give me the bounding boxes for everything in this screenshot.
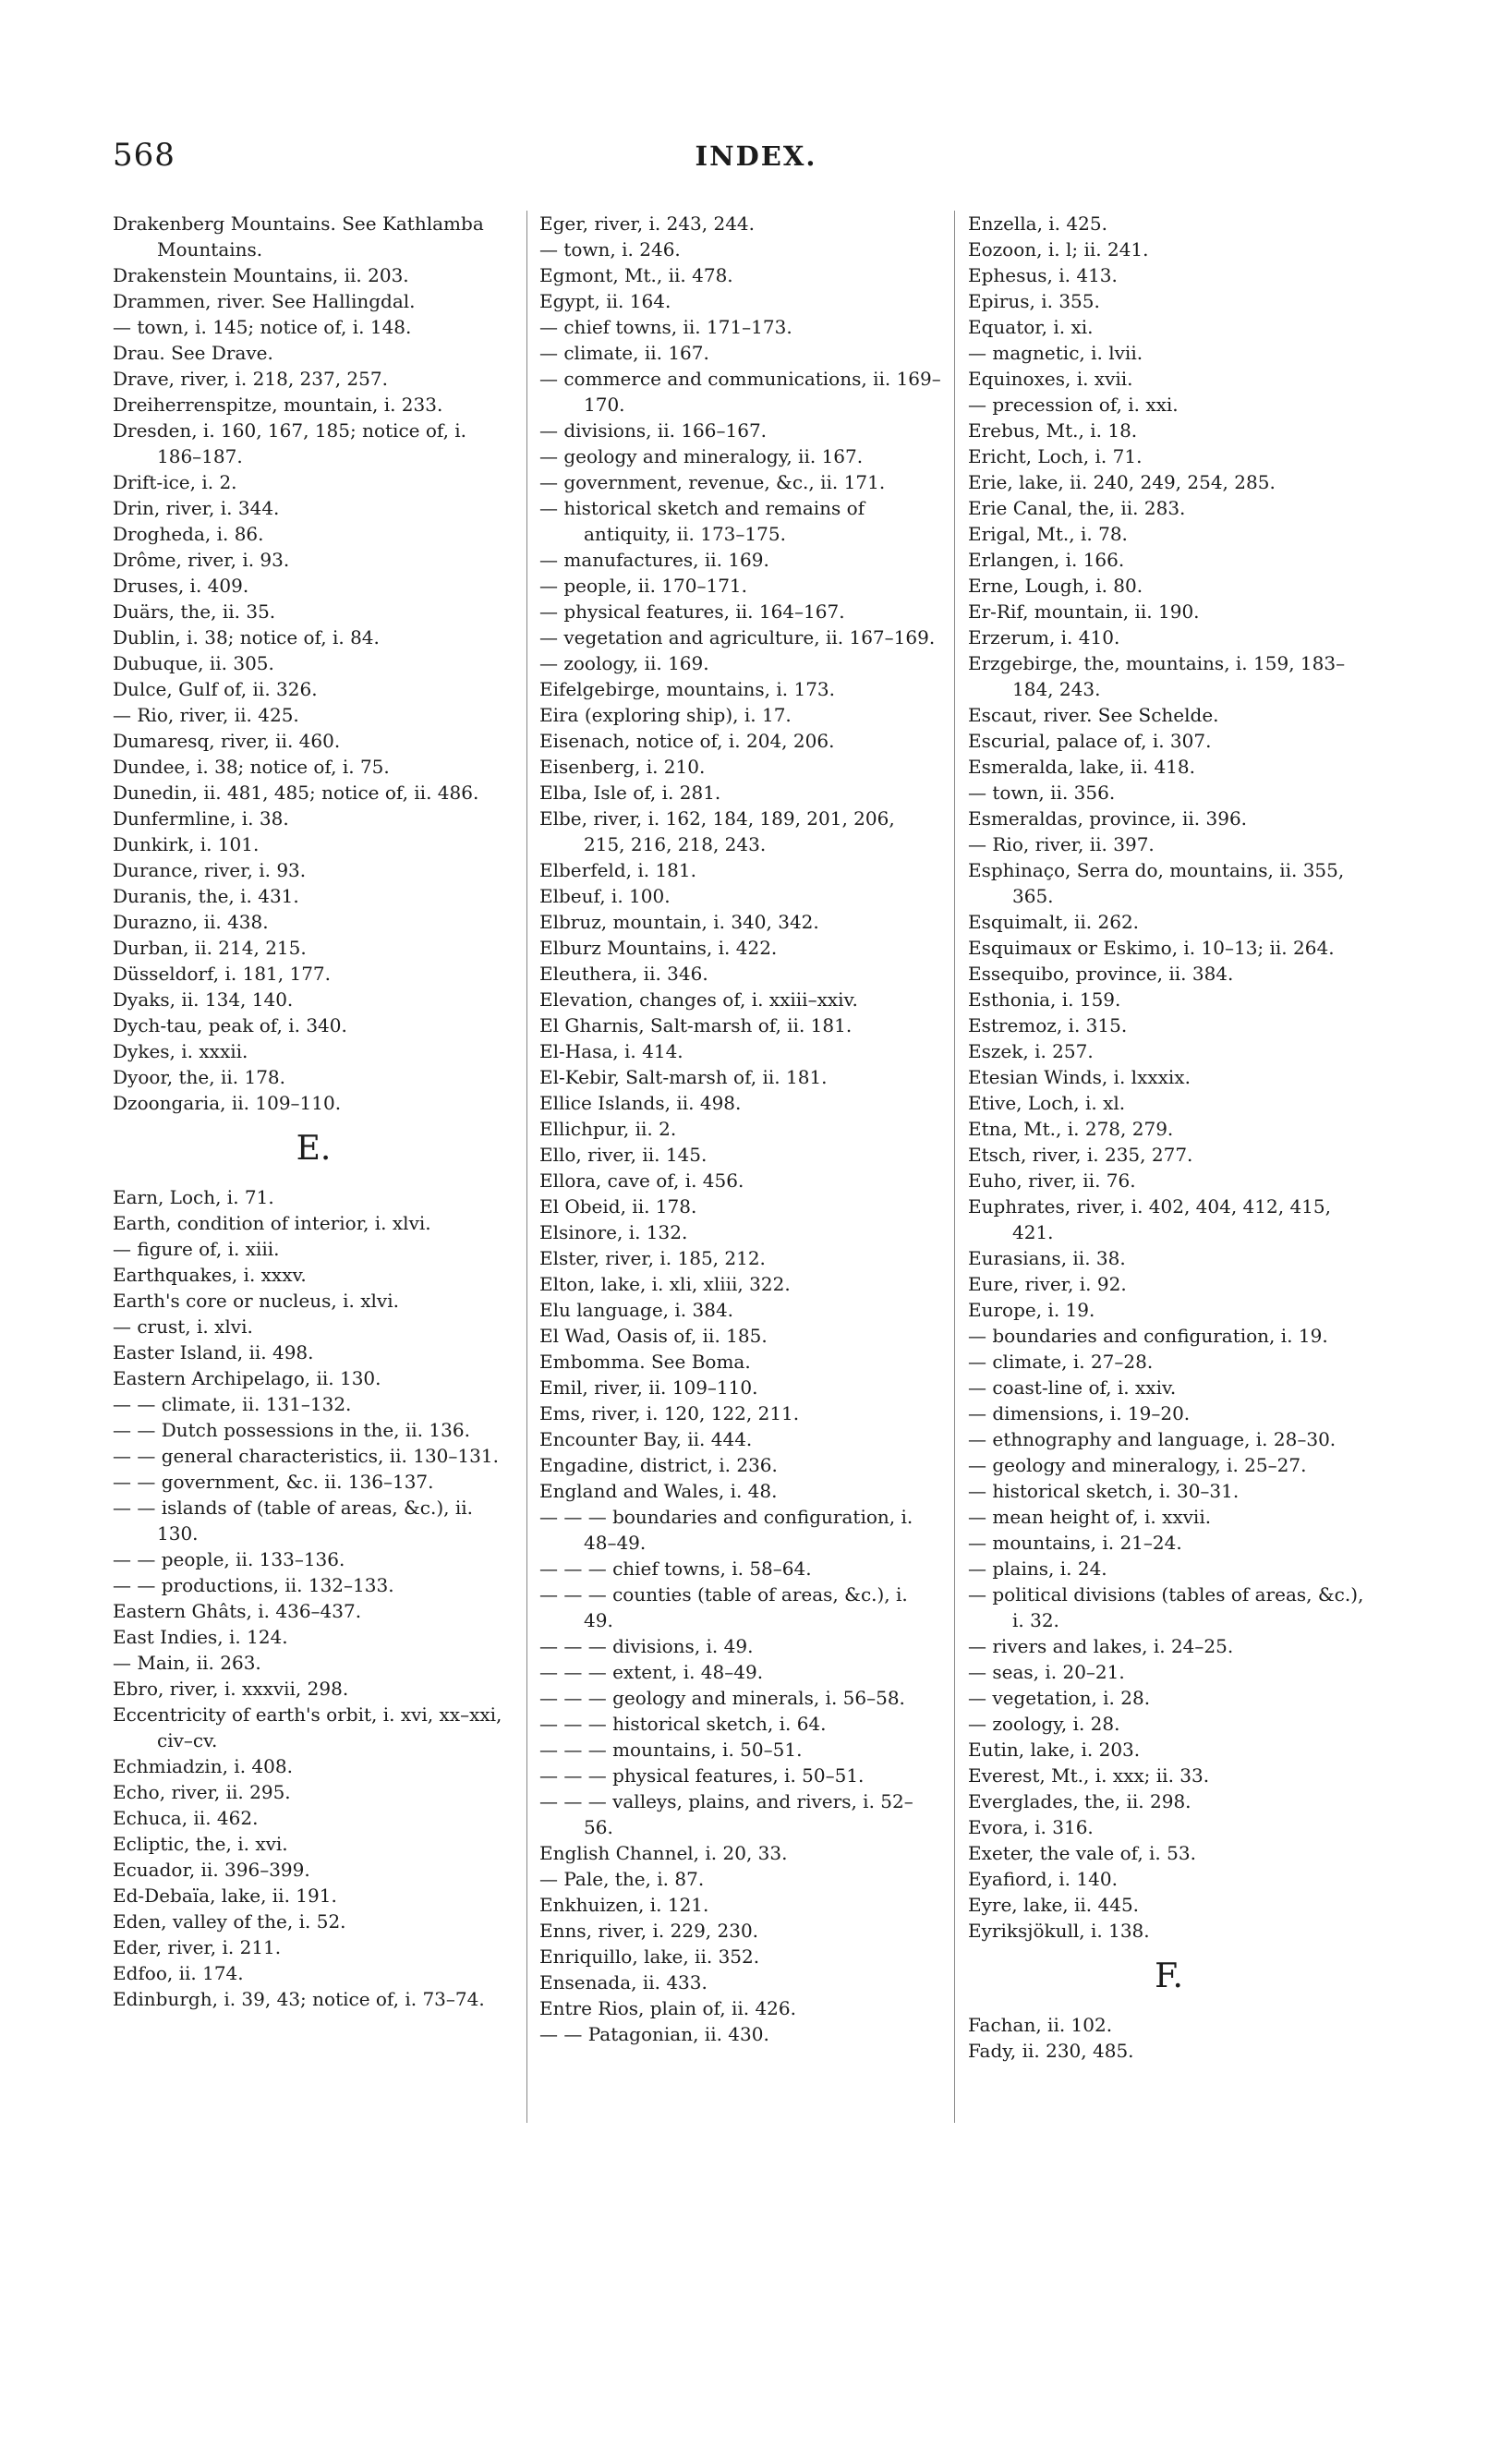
index-entry: Fachan, ii. 102. [968,2014,1113,2036]
index-entry: Elba, Isle of, i. 281. [539,782,721,804]
index-entry: Essequibo, province, ii. 384. [968,963,1234,985]
index-entry: Durazno, ii. 438. [113,911,269,933]
index-entry: — people, ii. 170–171. [539,575,747,597]
section-letter: E. [296,1130,332,1168]
column-rule-2 [954,211,955,2123]
index-entry: — zoology, ii. 169. [539,652,709,674]
index-entry: Erzgebirge, the, mountains, i. 159, 183–184, 243. [968,652,1346,700]
index-entry: Drakenberg Mountains. See Kathlamba Mountains. [113,212,484,261]
index-entry: Euho, river, ii. 76. [968,1169,1136,1192]
index-entry: Echuca, ii. 462. [113,1807,259,1829]
index-entry: Enzella, i. 425. [968,212,1107,235]
index-entry: Etive, Loch, i. xl. [968,1092,1126,1114]
index-entry: Elevation, changes of, i. xxiii–xxiv. [539,988,858,1011]
index-entry: Durance, river, i. 93. [113,859,307,881]
index-entry: Erie, lake, ii. 240, 249, 254, 285. [968,471,1276,493]
index-entry: Ello, river, ii. 145. [539,1144,708,1166]
index-entry: Etna, Mt., i. 278, 279. [968,1118,1174,1140]
index-entry: Erzerum, i. 410. [968,626,1120,648]
index-entry: English Channel, i. 20, 33. [539,1842,788,1864]
index-entry: Eyre, lake, ii. 445. [968,1894,1140,1916]
index-entry: — — — historical sketch, i. 64. [539,1713,827,1735]
index-entry: Eszek, i. 257. [968,1040,1094,1062]
page-header [113,137,1399,183]
index-entry: — Rio, river, ii. 397. [968,833,1155,855]
index-entry: Drammen, river. See Hallingdal. [113,290,416,312]
index-entry: Duranis, the, i. 431. [113,885,299,907]
index-entry: — historical sketch, i. 30–31. [968,1480,1240,1502]
index-entry: — — climate, ii. 131–132. [113,1393,352,1415]
index-entry: Fady, ii. 230, 485. [968,2040,1134,2062]
index-column-1 [113,211,514,2012]
index-entry: Durban, ii. 214, 215. [113,937,307,959]
index-entry: Earthquakes, i. xxxv. [113,1264,307,1286]
index-entry: Eder, river, i. 211. [113,1936,282,1958]
index-entry: — seas, i. 20–21. [968,1661,1125,1683]
index-entry: Emil, river, ii. 109–110. [539,1376,758,1399]
index-entry: Eleuthera, ii. 346. [539,963,708,985]
index-entry: — physical features, ii. 164–167. [539,600,845,623]
index-entry: — — — mountains, i. 50–51. [539,1739,803,1761]
running-head: INDEX. [695,140,817,172]
index-entry: Egypt, ii. 164. [539,290,671,312]
index-entry: Estremoz, i. 315. [968,1014,1128,1036]
index-entry: Drave, river, i. 218, 237, 257. [113,368,388,390]
index-columns [113,211,1424,2151]
index-entry: Drogheda, i. 86. [113,523,264,545]
index-entry: Enns, river, i. 229, 230. [539,1920,759,1942]
index-entry: — precession of, i. xxi. [968,394,1179,416]
index-entry: Erie Canal, the, ii. 283. [968,497,1186,519]
index-entry: — — people, ii. 133–136. [113,1548,345,1570]
index-entry: Esphinaço, Serra do, mountains, ii. 355, 365. [968,859,1345,907]
index-entry: Erlangen, i. 166. [968,549,1125,571]
index-entry: — — — boundaries and configuration, i. 48–49. [539,1506,913,1554]
index-entry: Ephesus, i. 413. [968,264,1118,286]
index-entry: — — — valleys, plains, and rivers, i. 52–56. [539,1790,913,1838]
index-entry: Eyriksjökull, i. 138. [968,1920,1150,1942]
index-entry: — town, ii. 356. [968,782,1116,804]
index-entry: — — Dutch possessions in the, ii. 136. [113,1419,470,1441]
index-entry: — — Patagonian, ii. 430. [539,2023,769,2045]
column-rule-1 [526,211,527,2123]
index-entry: Ed-Debaïa, lake, ii. 191. [113,1884,337,1907]
index-entry: El Obeid, ii. 178. [539,1195,697,1218]
index-entry: — — islands of (table of areas, &c.), ii. 130. [113,1497,474,1545]
index-entry: Dresden, i. 160, 167, 185; notice of, i. 186–187. [113,419,467,467]
index-entry: — Rio, river, ii. 425. [113,704,299,726]
index-entry: Dunfermline, i. 38. [113,807,289,830]
index-entry: Europe, i. 19. [968,1299,1095,1321]
index-entry: Encounter Bay, ii. 444. [539,1428,753,1450]
index-entry: Evora, i. 316. [968,1816,1094,1838]
index-entry: Ems, river, i. 120, 122, 211. [539,1402,800,1424]
index-entry: Eccentricity of earth's orbit, i. xvi, xx–xxi, civ–cv. [113,1703,502,1751]
index-entry: Elbe, river, i. 162, 184, 189, 201, 206, 215, 216, 218, 243. [539,807,895,855]
index-entry: Duärs, the, ii. 35. [113,600,276,623]
index-entry: Earn, Loch, i. 71. [113,1186,274,1208]
index-entry: Earth's core or nucleus, i. xlvi. [113,1290,399,1312]
index-entry: Ensenada, ii. 433. [539,1971,708,1994]
index-entry: El Gharnis, Salt-marsh of, ii. 181. [539,1014,853,1036]
index-entry: Eozoon, i. l; ii. 241. [968,238,1149,261]
index-entry: Elbruz, mountain, i. 340, 342. [539,911,819,933]
index-entry: — climate, ii. 167. [539,342,709,364]
index-entry: — divisions, ii. 166–167. [539,419,768,442]
index-entry: — — — physical features, i. 50–51. [539,1764,865,1787]
index-entry: Eger, river, i. 243, 244. [539,212,756,235]
index-entry: Elbeuf, i. 100. [539,885,671,907]
index-entry: Drift-ice, i. 2. [113,471,237,493]
index-entry: Elster, river, i. 185, 212. [539,1247,766,1269]
index-entry: Dykes, i. xxxii. [113,1040,248,1062]
index-entry: — Pale, the, i. 87. [539,1868,705,1890]
index-entry: England and Wales, i. 48. [539,1480,778,1502]
index-entry: — — — extent, i. 48–49. [539,1661,764,1683]
index-entry: — commerce and communications, ii. 169–170. [539,368,941,416]
index-entry: Epirus, i. 355. [968,290,1100,312]
index-entry: — rivers and lakes, i. 24–25. [968,1635,1234,1657]
index-entry: Esmeraldas, province, ii. 396. [968,807,1248,830]
index-entry: — crust, i. xlvi. [113,1315,253,1338]
index-entry: Drakenstein Mountains, ii. 203. [113,264,409,286]
index-entry: Erne, Lough, i. 80. [968,575,1143,597]
index-entry: — vegetation and agriculture, ii. 167–169. [539,626,936,648]
index-entry: Drau. See Drave. [113,342,273,364]
index-entry: Dublin, i. 38; notice of, i. 84. [113,626,380,648]
index-entry: Edfoo, ii. 174. [113,1962,244,1984]
index-entry: Dreiherrenspitze, mountain, i. 233. [113,394,443,416]
index-entry: Earth, condition of interior, i. xlvi. [113,1212,431,1234]
index-entry: — political divisions (tables of areas, &c.), i. 32. [968,1583,1364,1631]
index-entry: Ellice Islands, ii. 498. [539,1092,742,1114]
index-entry: — — — divisions, i. 49. [539,1635,754,1657]
index-entry: Eisenberg, i. 210. [539,756,706,778]
index-entry: Elburz Mountains, i. 422. [539,937,778,959]
index-entry: Eifelgebirge, mountains, i. 173. [539,678,836,700]
index-entry: — coast-line of, i. xxiv. [968,1376,1177,1399]
index-entry: — climate, i. 27–28. [968,1351,1154,1373]
index-entry: Dunkirk, i. 101. [113,833,260,855]
index-entry: — mean height of, i. xxvii. [968,1506,1212,1528]
index-entry: Elton, lake, i. xli, xliii, 322. [539,1273,791,1295]
index-entry: Drin, river, i. 344. [113,497,280,519]
index-entry: Eurasians, ii. 38. [968,1247,1126,1269]
index-entry: — figure of, i. xiii. [113,1238,280,1260]
index-entry: Etsch, river, i. 235, 277. [968,1144,1193,1166]
index-entry: — town, i. 246. [539,238,681,261]
index-entry: — ethnography and language, i. 28–30. [968,1428,1337,1450]
index-entry: El-Hasa, i. 414. [539,1040,683,1062]
index-entry: Dzoongaria, ii. 109–110. [113,1092,342,1114]
index-entry: Equator, i. xi. [968,316,1094,338]
index-entry: — — — chief towns, i. 58–64. [539,1557,812,1580]
section-letter: F. [1155,1957,1183,1995]
index-entry: Everest, Mt., i. xxx; ii. 33. [968,1764,1210,1787]
index-entry: Eden, valley of the, i. 52. [113,1910,346,1933]
index-entry: Dyoor, the, ii. 178. [113,1066,286,1088]
index-entry: Edinburgh, i. 39, 43; notice of, i. 73–74. [113,1988,485,2010]
index-entry: — mountains, i. 21–24. [968,1532,1182,1554]
index-entry: Erigal, Mt., i. 78. [968,523,1128,545]
index-entry: Eastern Archipelago, ii. 130. [113,1367,381,1389]
index-entry: Echo, river, ii. 295. [113,1781,291,1803]
index-entry: Escaut, river. See Schelde. [968,704,1219,726]
index-entry: Er-Rif, mountain, ii. 190. [968,600,1200,623]
index-entry: — plains, i. 24. [968,1557,1107,1580]
index-entry: Druses, i. 409. [113,575,249,597]
index-entry: Esmeralda, lake, ii. 418. [968,756,1196,778]
index-entry: Euphrates, river, i. 402, 404, 412, 415, 421. [968,1195,1331,1243]
index-entry: — — productions, ii. 132–133. [113,1574,394,1596]
index-entry: Etesian Winds, i. lxxxix. [968,1066,1191,1088]
index-entry: — Main, ii. 263. [113,1652,261,1674]
index-entry: Ecuador, ii. 396–399. [113,1859,310,1881]
index-entry: — boundaries and configuration, i. 19. [968,1325,1328,1347]
index-entry: Dumaresq, river, ii. 460. [113,730,341,752]
index-entry: — magnetic, i. lvii. [968,342,1143,364]
index-entry: Engadine, district, i. 236. [539,1454,778,1476]
index-entry: Egmont, Mt., ii. 478. [539,264,733,286]
index-entry: Dundee, i. 38; notice of, i. 75. [113,756,390,778]
index-entry: Eastern Ghâts, i. 436–437. [113,1600,362,1622]
index-entry: Ecliptic, the, i. xvi. [113,1833,288,1855]
index-entry: Dyaks, ii. 134, 140. [113,988,294,1011]
index-entry: — chief towns, ii. 171–173. [539,316,792,338]
index-entry: Equinoxes, i. xvii. [968,368,1133,390]
index-entry: Eutin, lake, i. 203. [968,1739,1141,1761]
index-entry: Dulce, Gulf of, ii. 326. [113,678,318,700]
index-entry: — — — geology and minerals, i. 56–58. [539,1687,905,1709]
index-entry: Eisenach, notice of, i. 204, 206. [539,730,835,752]
index-entry: Echmiadzin, i. 408. [113,1755,293,1777]
index-entry: Ellichpur, ii. 2. [539,1118,677,1140]
index-entry: Enriquillo, lake, ii. 352. [539,1945,760,1968]
index-entry: — zoology, i. 28. [968,1713,1120,1735]
index-entry: Dych-tau, peak of, i. 340. [113,1014,347,1036]
index-entry: Everglades, the, ii. 298. [968,1790,1191,1812]
index-entry: Dubuque, ii. 305. [113,652,274,674]
index-entry: Ellora, cave of, i. 456. [539,1169,744,1192]
index-entry: — geology and mineralogy, ii. 167. [539,445,864,467]
index-entry: El Wad, Oasis of, ii. 185. [539,1325,768,1347]
index-entry: — geology and mineralogy, i. 25–27. [968,1454,1307,1476]
index-entry: Escurial, palace of, i. 307. [968,730,1212,752]
index-entry: — — general characteristics, ii. 130–131. [113,1445,499,1467]
index-entry: Elberfeld, i. 181. [539,859,696,881]
index-entry: Enkhuizen, i. 121. [539,1894,709,1916]
index-entry: East Indies, i. 124. [113,1626,288,1648]
index-entry: Esthonia, i. 159. [968,988,1121,1011]
index-entry: Elsinore, i. 132. [539,1221,688,1243]
index-entry: Ebro, river, i. xxxvii, 298. [113,1678,349,1700]
index-entry: Düsseldorf, i. 181, 177. [113,963,332,985]
index-entry: Dunedin, ii. 481, 485; notice of, ii. 486. [113,782,479,804]
index-entry: — manufactures, ii. 169. [539,549,769,571]
index-entry: — — government, &c. ii. 136–137. [113,1471,434,1493]
index-entry: El-Kebir, Salt-marsh of, ii. 181. [539,1066,828,1088]
index-entry: Embomma. See Boma. [539,1351,751,1373]
index-entry: Esquimalt, ii. 262. [968,911,1140,933]
index-entry: — town, i. 145; notice of, i. 148. [113,316,412,338]
index-entry: Eyafiord, i. 140. [968,1868,1118,1890]
index-entry: Entre Rios, plain of, ii. 426. [539,1997,796,2019]
index-entry: Esquimaux or Eskimo, i. 10–13; ii. 264. [968,937,1335,959]
index-entry: — historical sketch and remains of antiquity, ii. 173–175. [539,497,865,545]
index-entry: Eure, river, i. 92. [968,1273,1127,1295]
index-column-3 [968,211,1370,2064]
page-number: 568 [113,137,175,174]
index-column-2 [539,211,941,2047]
index-entry: — — — counties (table of areas, &c.), i. 49. [539,1583,908,1631]
index-entry: Erebus, Mt., i. 18. [968,419,1138,442]
index-entry: Ericht, Loch, i. 71. [968,445,1143,467]
index-entry: Eira (exploring ship), i. 17. [539,704,792,726]
index-entry: — vegetation, i. 28. [968,1687,1151,1709]
index-entry: Drôme, river, i. 93. [113,549,290,571]
index-entry: Exeter, the vale of, i. 53. [968,1842,1196,1864]
index-entry: Elu language, i. 384. [539,1299,734,1321]
index-entry: — dimensions, i. 19–20. [968,1402,1191,1424]
index-entry: Easter Island, ii. 498. [113,1341,314,1363]
index-entry: — government, revenue, &c., ii. 171. [539,471,886,493]
